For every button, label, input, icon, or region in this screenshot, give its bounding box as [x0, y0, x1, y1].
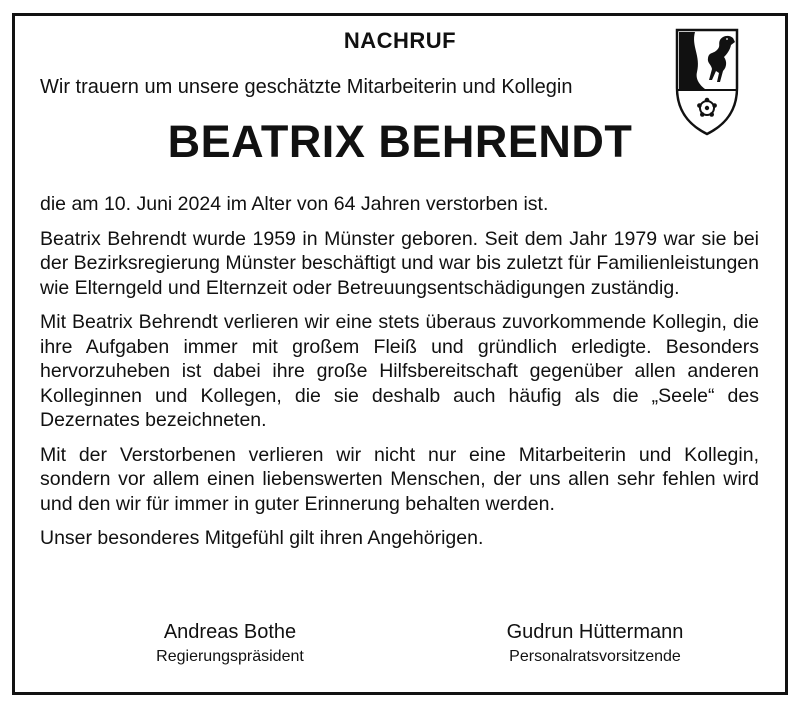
notice-heading: NACHRUF: [343, 28, 457, 53]
signatory-role: Regierungspräsident: [156, 648, 304, 665]
tribute-paragraph: Mit Beatrix Behrendt verlieren wir eine stets überaus zuvorkommende Kollegin, die ihre Aufgaben immer mit großem Fleiß und gründlich erledigte. Besonders hervorzuheben ist dabei ihre große Hilfsbereitschaft gegenüber allen anderen Kolleginnen und Kollegen, die sie deshalb auch häufig als die „Seele“ des Dezernates bezeichneten.: [40, 311, 759, 431]
intro-line: Wir trauern um unsere geschätzte Mitarbeiterin und Kollegin: [40, 76, 573, 98]
condolence-line: Unser besonderes Mitgefühl gilt ihren Angehörigen.: [40, 527, 484, 549]
notice-body: [40, 192, 759, 561]
signatory-1: [105, 620, 355, 670]
death-date-line: die am 10. Juni 2024 im Alter von 64 Jahren verstorben ist.: [40, 193, 549, 215]
deceased-name: BEATRIX BEHRENDT: [167, 116, 633, 167]
signatory-name: Gudrun Hüttermann: [506, 621, 684, 643]
signatures: [15, 620, 785, 680]
obituary-notice: [12, 13, 788, 695]
loss-paragraph: Mit der Verstorbenen verlieren wir nicht nur eine Mitarbeiterin und Kollegin, sondern vor allem einen liebenswerten Menschen, der uns allen sehr fehlen wird und den wir für immer in guter Erinnerung behalten werden.: [40, 443, 759, 515]
signatory-name: Andreas Bothe: [163, 621, 297, 643]
signatory-role: Personalratsvorsitzende: [509, 648, 681, 665]
biography-paragraph: Beatrix Behrendt wurde 1959 in Münster geboren. Seit dem Jahr 1979 war sie bei der Bezirksregierung Münster beschäftigt und war bis zuletzt für Familienleistungen wie Elterngeld und Elternzeit oder Betreuungsentschädigungen zuständig.: [40, 227, 759, 299]
signatory-2: [475, 620, 715, 670]
